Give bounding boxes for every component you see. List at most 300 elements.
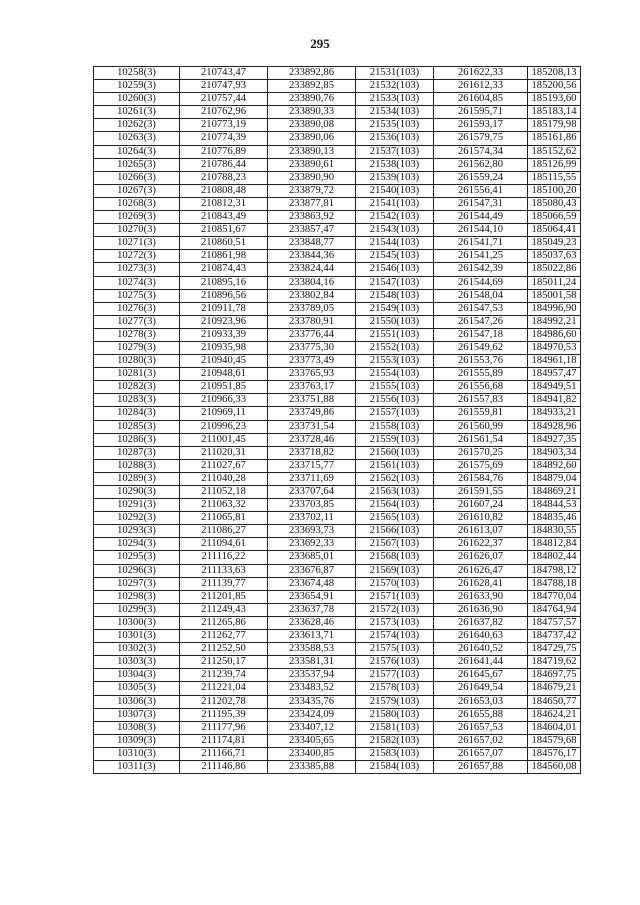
- cell-point-id-right: 21566(103): [356, 525, 434, 538]
- cell-y-right: 184757,57: [528, 616, 581, 629]
- table-row: [94, 407, 581, 420]
- cell-point-id-right: 21531(103): [356, 67, 434, 80]
- cell-point-id-left: 10301(3): [94, 630, 180, 643]
- cell-point-id-left: 10282(3): [94, 381, 180, 394]
- cell-y-right: 184729,75: [528, 643, 581, 656]
- cell-point-id-left: 10279(3): [94, 341, 180, 354]
- cell-x-left: 211201,85: [180, 590, 268, 603]
- cell-y-left: 233773,49: [268, 355, 356, 368]
- table-row: [94, 512, 581, 525]
- table-row: [94, 420, 581, 433]
- cell-point-id-left: 10264(3): [94, 145, 180, 158]
- cell-y-right: 184996,90: [528, 302, 581, 315]
- cell-x-left: 210774,39: [180, 132, 268, 145]
- cell-x-left: 211262,77: [180, 630, 268, 643]
- table-row: [94, 119, 581, 132]
- cell-point-id-left: 10293(3): [94, 525, 180, 538]
- table-row: [94, 80, 581, 93]
- cell-point-id-left: 10273(3): [94, 263, 180, 276]
- cell-x-left: 210788,23: [180, 171, 268, 184]
- cell-y-left: 233728,46: [268, 433, 356, 446]
- cell-y-left: 233824,44: [268, 263, 356, 276]
- cell-y-right: 184844,53: [528, 499, 581, 512]
- cell-point-id-right: 21571(103): [356, 590, 434, 603]
- cell-x-left: 211177,96: [180, 721, 268, 734]
- cell-y-right: 185152,62: [528, 145, 581, 158]
- table-row: [94, 106, 581, 119]
- table-row: [94, 682, 581, 695]
- cell-point-id-left: 10287(3): [94, 446, 180, 459]
- cell-point-id-left: 10294(3): [94, 538, 180, 551]
- cell-point-id-left: 10290(3): [94, 486, 180, 499]
- cell-y-right: 185179,98: [528, 119, 581, 132]
- cell-point-id-right: 21579(103): [356, 695, 434, 708]
- cell-y-left: 233703,85: [268, 499, 356, 512]
- table-row: [94, 211, 581, 224]
- cell-y-right: 184957,47: [528, 368, 581, 381]
- cell-x-left: 210966,33: [180, 394, 268, 407]
- cell-y-left: 233674,48: [268, 577, 356, 590]
- cell-y-right: 184949,51: [528, 381, 581, 394]
- table-row: [94, 708, 581, 721]
- cell-point-id-right: 21570(103): [356, 577, 434, 590]
- cell-x-left: 211001,45: [180, 433, 268, 446]
- cell-x-right: 261595,71: [434, 106, 528, 119]
- cell-point-id-right: 21558(103): [356, 420, 434, 433]
- cell-x-left: 210996,23: [180, 420, 268, 433]
- cell-x-right: 261626,47: [434, 564, 528, 577]
- table-row: [94, 250, 581, 263]
- cell-point-id-right: 21537(103): [356, 145, 434, 158]
- cell-x-left: 210895,16: [180, 276, 268, 289]
- cell-x-right: 261591,55: [434, 486, 528, 499]
- cell-y-right: 185001,58: [528, 289, 581, 302]
- table-row: [94, 630, 581, 643]
- cell-y-right: 184576,17: [528, 747, 581, 760]
- cell-x-right: 261626,07: [434, 551, 528, 564]
- cell-x-left: 211221,04: [180, 682, 268, 695]
- table-row: [94, 237, 581, 250]
- cell-y-right: 185126,99: [528, 158, 581, 171]
- cell-x-right: 261549,62: [434, 341, 528, 354]
- cell-point-id-right: 21555(103): [356, 381, 434, 394]
- cell-x-right: 261657,53: [434, 721, 528, 734]
- cell-x-right: 261548,04: [434, 289, 528, 302]
- cell-y-left: 233890,61: [268, 158, 356, 171]
- cell-x-left: 210743,47: [180, 67, 268, 80]
- cell-point-id-left: 10298(3): [94, 590, 180, 603]
- cell-point-id-right: 21584(103): [356, 760, 434, 773]
- cell-y-left: 233892,85: [268, 80, 356, 93]
- cell-y-left: 233890,13: [268, 145, 356, 158]
- cell-point-id-right: 21582(103): [356, 734, 434, 747]
- cell-x-right: 261640,52: [434, 643, 528, 656]
- cell-point-id-left: 10270(3): [94, 224, 180, 237]
- page-number: 295: [310, 36, 330, 51]
- cell-point-id-right: 21542(103): [356, 211, 434, 224]
- cell-point-id-right: 21548(103): [356, 289, 434, 302]
- cell-y-left: 233424,09: [268, 708, 356, 721]
- cell-y-left: 233848,77: [268, 237, 356, 250]
- cell-point-id-left: 10306(3): [94, 695, 180, 708]
- cell-x-left: 210808,48: [180, 184, 268, 197]
- cell-point-id-left: 10258(3): [94, 67, 180, 80]
- cell-point-id-left: 10267(3): [94, 184, 180, 197]
- cell-point-id-right: 21541(103): [356, 197, 434, 210]
- cell-y-right: 184579,68: [528, 734, 581, 747]
- cell-point-id-left: 10274(3): [94, 276, 180, 289]
- cell-y-right: 184679,21: [528, 682, 581, 695]
- cell-point-id-right: 21577(103): [356, 669, 434, 682]
- cell-point-id-left: 10269(3): [94, 211, 180, 224]
- cell-point-id-left: 10259(3): [94, 80, 180, 93]
- cell-point-id-left: 10278(3): [94, 328, 180, 341]
- cell-y-left: 233877,81: [268, 197, 356, 210]
- cell-y-left: 233702,11: [268, 512, 356, 525]
- table-row: [94, 656, 581, 669]
- cell-x-left: 211063,32: [180, 499, 268, 512]
- cell-x-left: 211027,67: [180, 459, 268, 472]
- table-row: [94, 551, 581, 564]
- cell-x-right: 261584,76: [434, 472, 528, 485]
- cell-x-right: 261556,68: [434, 381, 528, 394]
- table-row: [94, 184, 581, 197]
- cell-y-left: 233685,01: [268, 551, 356, 564]
- cell-point-id-left: 10271(3): [94, 237, 180, 250]
- cell-y-right: 184802,44: [528, 551, 581, 564]
- table-row: [94, 158, 581, 171]
- cell-x-left: 211139,77: [180, 577, 268, 590]
- table-row: [94, 760, 581, 773]
- coordinates-table: [93, 66, 581, 774]
- cell-y-left: 233676,87: [268, 564, 356, 577]
- cell-point-id-left: 10283(3): [94, 394, 180, 407]
- cell-x-left: 211052,18: [180, 486, 268, 499]
- cell-y-left: 233715,77: [268, 459, 356, 472]
- cell-y-right: 184835,46: [528, 512, 581, 525]
- cell-x-right: 261637,82: [434, 616, 528, 629]
- table-row: [94, 315, 581, 328]
- cell-x-right: 261547,18: [434, 328, 528, 341]
- cell-x-left: 210860,51: [180, 237, 268, 250]
- cell-y-left: 233890,08: [268, 119, 356, 132]
- cell-point-id-left: 10276(3): [94, 302, 180, 315]
- table-row: [94, 302, 581, 315]
- cell-x-right: 261657,07: [434, 747, 528, 760]
- cell-y-right: 185115,55: [528, 171, 581, 184]
- cell-y-left: 233804,16: [268, 276, 356, 289]
- cell-point-id-right: 21538(103): [356, 158, 434, 171]
- cell-y-left: 233751,88: [268, 394, 356, 407]
- cell-y-right: 184604,01: [528, 721, 581, 734]
- cell-x-left: 210948,61: [180, 368, 268, 381]
- cell-y-left: 233844,36: [268, 250, 356, 263]
- cell-x-left: 211252,50: [180, 643, 268, 656]
- cell-point-id-left: 10284(3): [94, 407, 180, 420]
- cell-y-left: 233890,76: [268, 93, 356, 106]
- cell-x-left: 211133,63: [180, 564, 268, 577]
- cell-y-right: 184560,08: [528, 760, 581, 773]
- cell-point-id-right: 21532(103): [356, 80, 434, 93]
- cell-y-right: 185200,56: [528, 80, 581, 93]
- table-row: [94, 669, 581, 682]
- cell-y-right: 184869,21: [528, 486, 581, 499]
- table-row: [94, 67, 581, 80]
- cell-x-right: 261657,88: [434, 760, 528, 773]
- cell-x-left: 210923,96: [180, 315, 268, 328]
- cell-point-id-right: 21539(103): [356, 171, 434, 184]
- cell-y-left: 233789,05: [268, 302, 356, 315]
- cell-point-id-right: 21544(103): [356, 237, 434, 250]
- table-row: [94, 590, 581, 603]
- cell-point-id-right: 21556(103): [356, 394, 434, 407]
- cell-point-id-right: 21560(103): [356, 446, 434, 459]
- cell-y-left: 233857,47: [268, 224, 356, 237]
- cell-x-left: 211166,71: [180, 747, 268, 760]
- cell-point-id-left: 10295(3): [94, 551, 180, 564]
- cell-x-left: 211265,86: [180, 616, 268, 629]
- cell-x-right: 261579,75: [434, 132, 528, 145]
- cell-point-id-right: 21549(103): [356, 302, 434, 315]
- cell-x-right: 261604,85: [434, 93, 528, 106]
- cell-y-right: 184770,04: [528, 590, 581, 603]
- table-row: [94, 525, 581, 538]
- cell-x-right: 261622,33: [434, 67, 528, 80]
- cell-y-left: 233780,91: [268, 315, 356, 328]
- cell-x-left: 211239,74: [180, 669, 268, 682]
- cell-y-right: 185100,20: [528, 184, 581, 197]
- cell-point-id-left: 10297(3): [94, 577, 180, 590]
- cell-x-right: 261547,31: [434, 197, 528, 210]
- cell-y-right: 184812,84: [528, 538, 581, 551]
- cell-y-right: 185193,60: [528, 93, 581, 106]
- cell-y-left: 233654,91: [268, 590, 356, 603]
- cell-y-right: 185011,24: [528, 276, 581, 289]
- cell-point-id-left: 10311(3): [94, 760, 180, 773]
- cell-y-right: 184697,75: [528, 669, 581, 682]
- table-row: [94, 368, 581, 381]
- table-row: [94, 224, 581, 237]
- cell-point-id-right: 21535(103): [356, 119, 434, 132]
- cell-point-id-right: 21552(103): [356, 341, 434, 354]
- cell-y-right: 185049,23: [528, 237, 581, 250]
- cell-y-right: 184650,77: [528, 695, 581, 708]
- table-row: [94, 93, 581, 106]
- cell-y-right: 184903,34: [528, 446, 581, 459]
- cell-x-right: 261544,10: [434, 224, 528, 237]
- cell-point-id-right: 21575(103): [356, 643, 434, 656]
- cell-x-right: 261653,03: [434, 695, 528, 708]
- cell-x-left: 210776,89: [180, 145, 268, 158]
- cell-y-left: 233765,93: [268, 368, 356, 381]
- cell-x-right: 261570,25: [434, 446, 528, 459]
- cell-x-left: 211094,61: [180, 538, 268, 551]
- table-row: [94, 472, 581, 485]
- table-row: [94, 171, 581, 184]
- cell-y-right: 185064,41: [528, 224, 581, 237]
- cell-point-id-right: 21533(103): [356, 93, 434, 106]
- cell-point-id-right: 21559(103): [356, 433, 434, 446]
- cell-y-left: 233435,76: [268, 695, 356, 708]
- cell-point-id-left: 10292(3): [94, 512, 180, 525]
- cell-y-left: 233802,84: [268, 289, 356, 302]
- cell-y-left: 233400,85: [268, 747, 356, 760]
- cell-y-right: 184624,21: [528, 708, 581, 721]
- cell-x-right: 261559,81: [434, 407, 528, 420]
- cell-y-left: 233588,53: [268, 643, 356, 656]
- table-row: [94, 197, 581, 210]
- table-row: [94, 341, 581, 354]
- cell-point-id-left: 10307(3): [94, 708, 180, 721]
- cell-y-left: 233879,72: [268, 184, 356, 197]
- cell-point-id-right: 21546(103): [356, 263, 434, 276]
- table-row: [94, 145, 581, 158]
- cell-point-id-left: 10281(3): [94, 368, 180, 381]
- cell-point-id-left: 10296(3): [94, 564, 180, 577]
- cell-y-left: 233711,69: [268, 472, 356, 485]
- cell-x-left: 210757,44: [180, 93, 268, 106]
- cell-x-left: 211086,27: [180, 525, 268, 538]
- cell-point-id-right: 21583(103): [356, 747, 434, 760]
- table-row: [94, 721, 581, 734]
- cell-point-id-right: 21534(103): [356, 106, 434, 119]
- cell-point-id-right: 21569(103): [356, 564, 434, 577]
- cell-y-left: 233628,46: [268, 616, 356, 629]
- cell-x-left: 210874,43: [180, 263, 268, 276]
- cell-y-left: 233890,90: [268, 171, 356, 184]
- table-row: [94, 643, 581, 656]
- cell-x-right: 261559,24: [434, 171, 528, 184]
- cell-y-left: 233763,17: [268, 381, 356, 394]
- cell-point-id-right: 21565(103): [356, 512, 434, 525]
- cell-x-left: 210969,11: [180, 407, 268, 420]
- cell-y-left: 233890,06: [268, 132, 356, 145]
- cell-y-right: 184798,12: [528, 564, 581, 577]
- cell-point-id-right: 21557(103): [356, 407, 434, 420]
- cell-point-id-left: 10268(3): [94, 197, 180, 210]
- cell-y-right: 184961,18: [528, 355, 581, 368]
- cell-point-id-right: 21561(103): [356, 459, 434, 472]
- cell-point-id-left: 10289(3): [94, 472, 180, 485]
- cell-y-right: 184830,55: [528, 525, 581, 538]
- cell-x-right: 261655,88: [434, 708, 528, 721]
- cell-point-id-right: 21580(103): [356, 708, 434, 721]
- cell-x-left: 210911,78: [180, 302, 268, 315]
- cell-y-right: 184892,60: [528, 459, 581, 472]
- cell-point-id-left: 10305(3): [94, 682, 180, 695]
- cell-y-left: 233581,31: [268, 656, 356, 669]
- cell-x-left: 210851,67: [180, 224, 268, 237]
- cell-y-right: 184970,53: [528, 341, 581, 354]
- cell-point-id-left: 10266(3): [94, 171, 180, 184]
- cell-point-id-left: 10304(3): [94, 669, 180, 682]
- table-row: [94, 577, 581, 590]
- cell-point-id-right: 21578(103): [356, 682, 434, 695]
- cell-x-right: 261560,99: [434, 420, 528, 433]
- table-row: [94, 276, 581, 289]
- cell-point-id-left: 10303(3): [94, 656, 180, 669]
- cell-point-id-left: 10300(3): [94, 616, 180, 629]
- cell-x-left: 211202,78: [180, 695, 268, 708]
- cell-point-id-right: 21564(103): [356, 499, 434, 512]
- table-row: [94, 381, 581, 394]
- cell-x-right: 261541,25: [434, 250, 528, 263]
- table-row: [94, 459, 581, 472]
- cell-y-left: 233776,44: [268, 328, 356, 341]
- cell-point-id-right: 21551(103): [356, 328, 434, 341]
- table-row: [94, 734, 581, 747]
- cell-x-right: 261610,82: [434, 512, 528, 525]
- cell-y-left: 233385,88: [268, 760, 356, 773]
- cell-x-left: 211174,81: [180, 734, 268, 747]
- cell-x-right: 261607,24: [434, 499, 528, 512]
- cell-x-left: 210935,98: [180, 341, 268, 354]
- cell-y-right: 185208,13: [528, 67, 581, 80]
- cell-x-right: 261575,69: [434, 459, 528, 472]
- cell-x-left: 210896,56: [180, 289, 268, 302]
- cell-x-right: 261555,89: [434, 368, 528, 381]
- cell-point-id-right: 21547(103): [356, 276, 434, 289]
- cell-y-right: 184986,60: [528, 328, 581, 341]
- cell-point-id-right: 21545(103): [356, 250, 434, 263]
- cell-x-left: 211020,31: [180, 446, 268, 459]
- table-row: [94, 433, 581, 446]
- cell-point-id-left: 10280(3): [94, 355, 180, 368]
- cell-point-id-left: 10309(3): [94, 734, 180, 747]
- cell-y-right: 185161,86: [528, 132, 581, 145]
- cell-x-right: 261557,83: [434, 394, 528, 407]
- cell-point-id-right: 21540(103): [356, 184, 434, 197]
- cell-x-right: 261613,07: [434, 525, 528, 538]
- table-row: [94, 538, 581, 551]
- cell-x-right: 261547,53: [434, 302, 528, 315]
- cell-point-id-left: 10286(3): [94, 433, 180, 446]
- cell-x-right: 261636,90: [434, 603, 528, 616]
- cell-y-left: 233707,64: [268, 486, 356, 499]
- cell-point-id-left: 10265(3): [94, 158, 180, 171]
- cell-x-left: 210861,98: [180, 250, 268, 263]
- cell-y-left: 233749,86: [268, 407, 356, 420]
- cell-x-right: 261593,17: [434, 119, 528, 132]
- cell-point-id-right: 21572(103): [356, 603, 434, 616]
- cell-x-left: 210933,39: [180, 328, 268, 341]
- cell-point-id-left: 10310(3): [94, 747, 180, 760]
- cell-x-right: 261574,34: [434, 145, 528, 158]
- cell-point-id-left: 10262(3): [94, 119, 180, 132]
- cell-x-left: 210843,49: [180, 211, 268, 224]
- cell-point-id-right: 21553(103): [356, 355, 434, 368]
- cell-x-left: 210747,93: [180, 80, 268, 93]
- cell-x-left: 210812,31: [180, 197, 268, 210]
- cell-point-id-right: 21563(103): [356, 486, 434, 499]
- cell-y-left: 233407,12: [268, 721, 356, 734]
- cell-x-left: 211146,86: [180, 760, 268, 773]
- cell-y-right: 185080,43: [528, 197, 581, 210]
- cell-point-id-right: 21567(103): [356, 538, 434, 551]
- cell-y-left: 233890,33: [268, 106, 356, 119]
- cell-point-id-left: 10277(3): [94, 315, 180, 328]
- cell-y-left: 233537,94: [268, 669, 356, 682]
- table-row: [94, 564, 581, 577]
- cell-y-right: 184992,21: [528, 315, 581, 328]
- cell-point-id-right: 21543(103): [356, 224, 434, 237]
- cell-point-id-left: 10302(3): [94, 643, 180, 656]
- cell-y-left: 233731,54: [268, 420, 356, 433]
- cell-x-right: 261541,71: [434, 237, 528, 250]
- cell-point-id-left: 10291(3): [94, 499, 180, 512]
- cell-y-right: 185037,63: [528, 250, 581, 263]
- cell-x-left: 210786,44: [180, 158, 268, 171]
